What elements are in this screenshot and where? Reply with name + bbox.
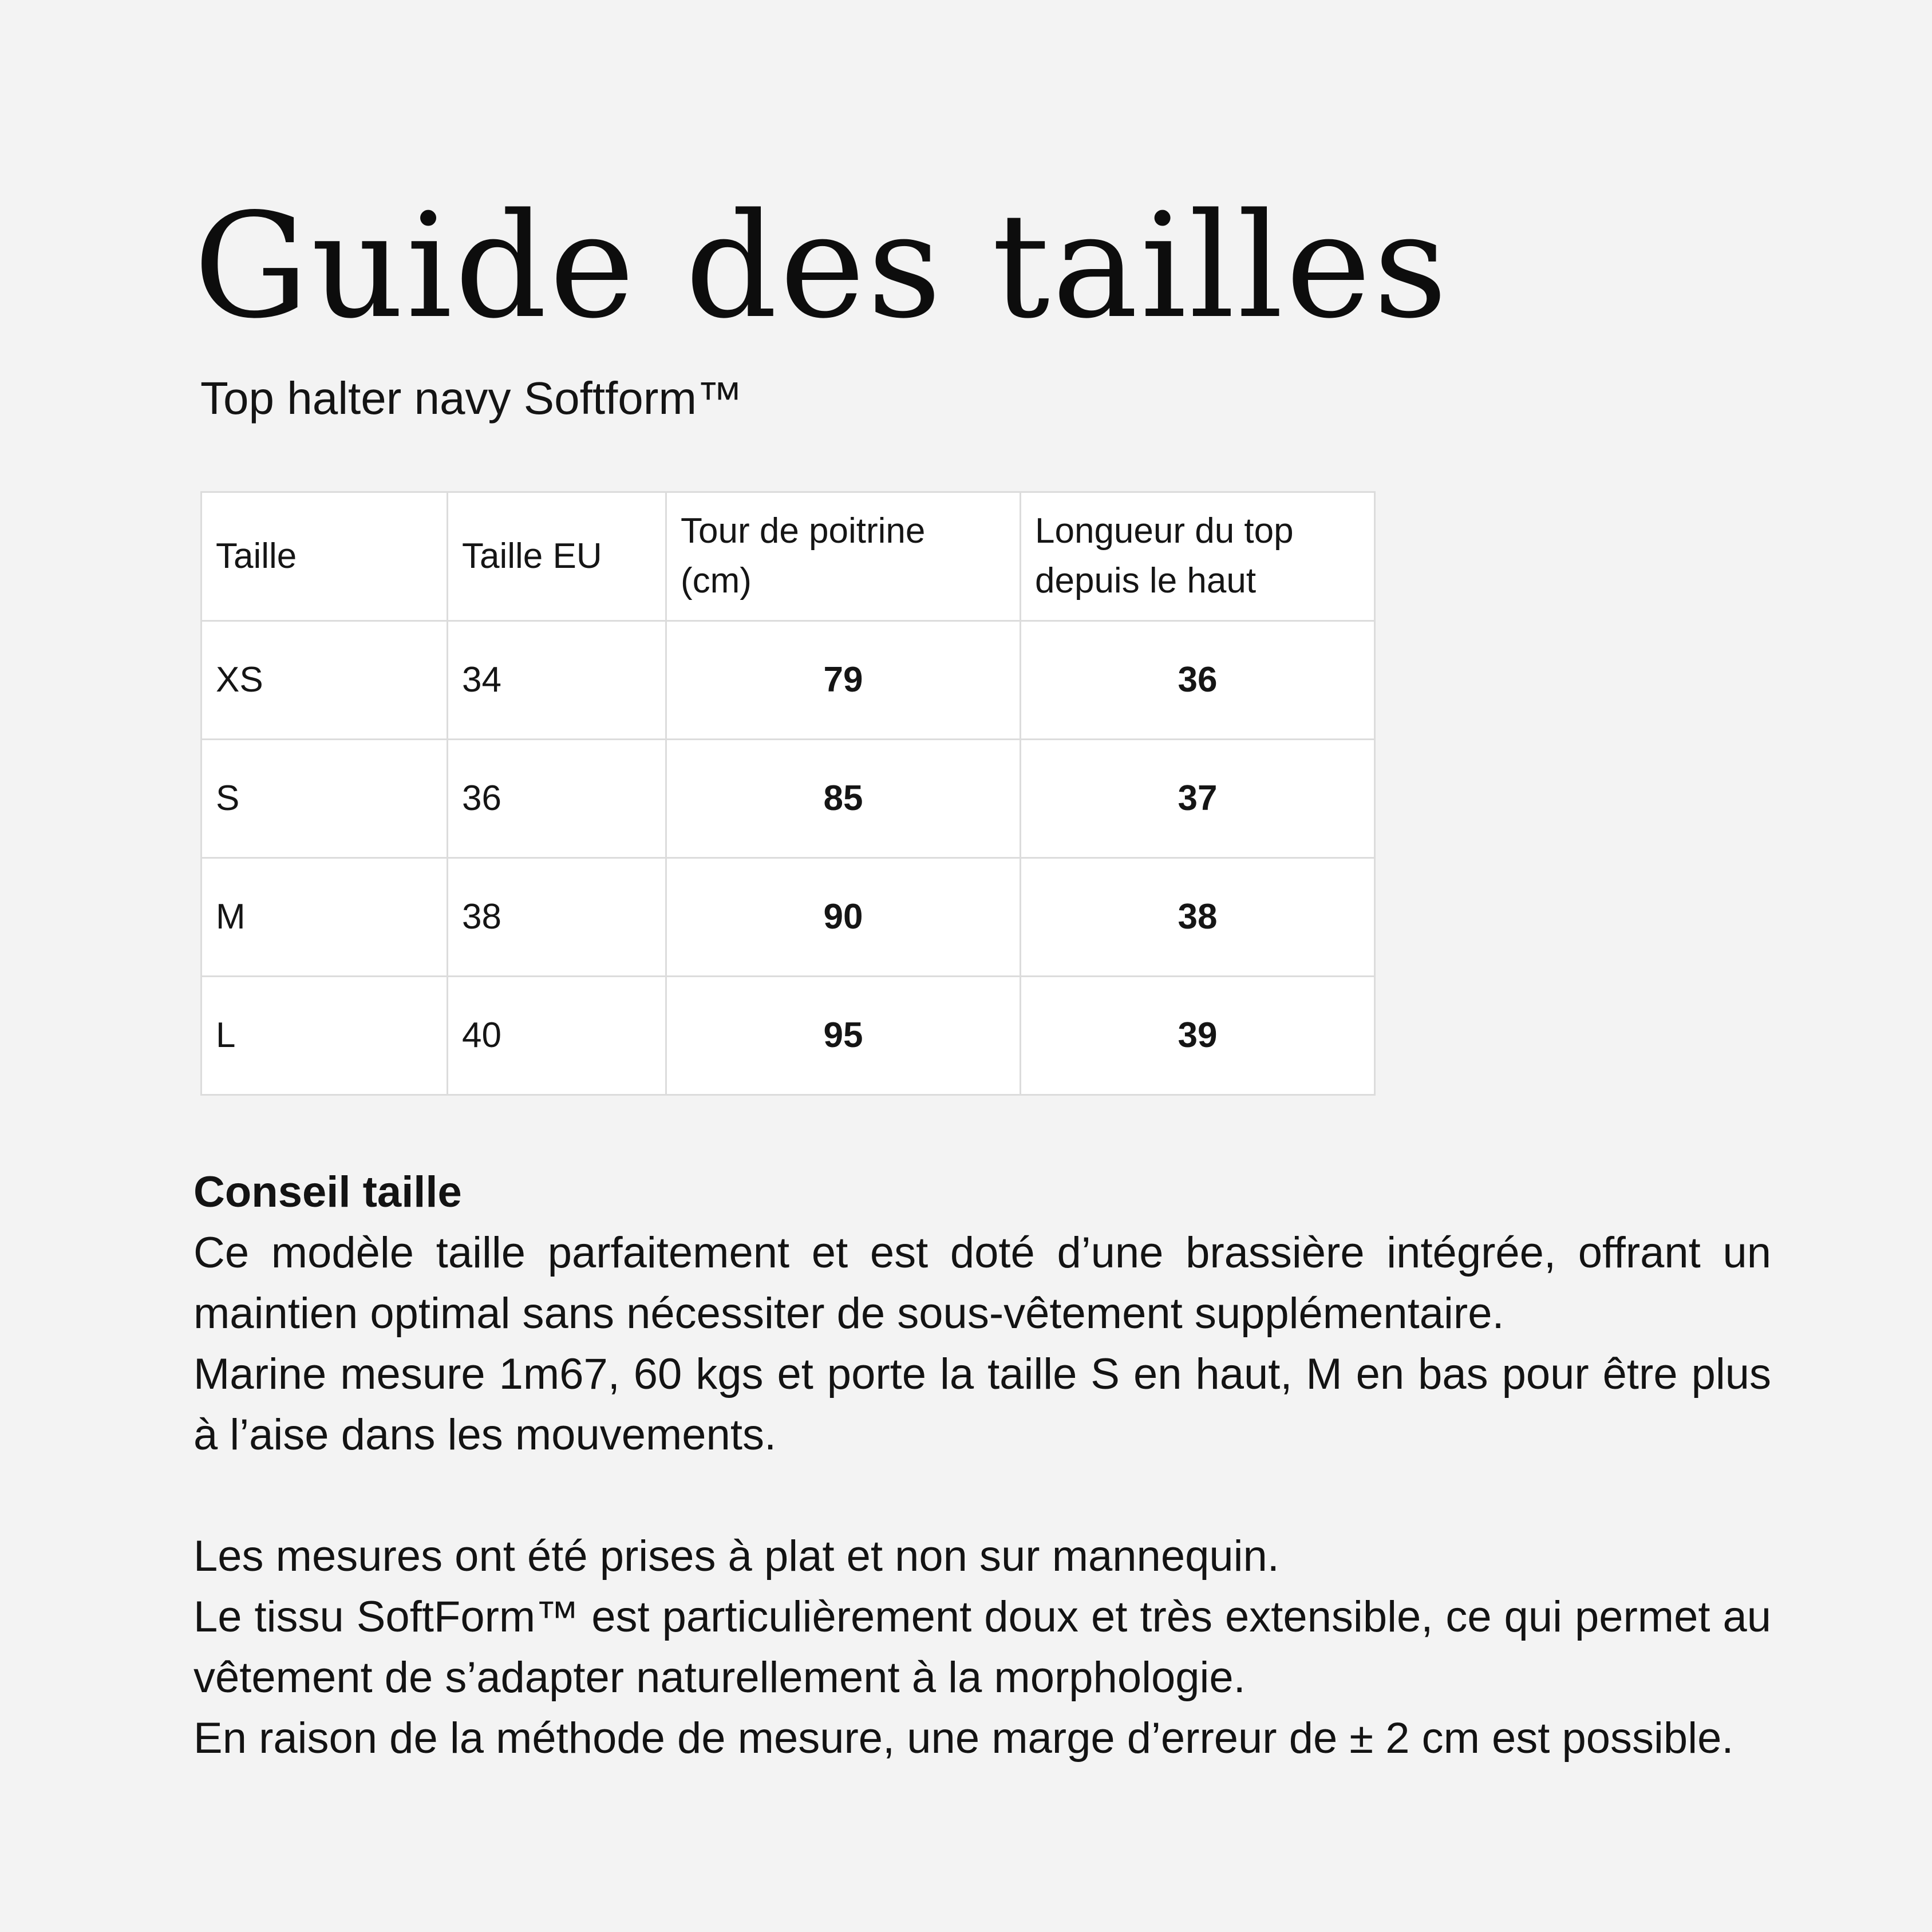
advice-paragraph: Ce modèle taille parfaitement et est doté d’une brassière intégrée, offrant un maintien optimal sans nécessiter de sous-vêtement supplémentaire. <box>193 1228 1771 1338</box>
advice-paragraph: Marine mesure 1m67, 60 kgs et porte la taille S en haut, M en bas pour être plus à l’aise dans les mouvements. <box>193 1350 1771 1459</box>
header-longueur-du-top: Longueur du top depuis le haut <box>1021 492 1375 621</box>
table-header-row <box>202 492 1375 621</box>
cell-taille: L <box>202 977 448 1095</box>
advice-title: Conseil taille <box>193 1168 462 1216</box>
table-row <box>202 858 1375 977</box>
product-subtitle: Top halter navy Softform™ <box>200 373 743 424</box>
table-row <box>202 740 1375 858</box>
cell-longueur: 36 <box>1021 621 1375 740</box>
paragraph-spacer <box>193 1465 1771 1526</box>
cell-longueur: 39 <box>1021 977 1375 1095</box>
header-taille-eu: Taille EU <box>448 492 666 621</box>
cell-tour-poitrine: 90 <box>666 858 1021 977</box>
table-row <box>202 621 1375 740</box>
header-taille: Taille <box>202 492 448 621</box>
size-table <box>200 491 1376 1096</box>
cell-taille: M <box>202 858 448 977</box>
cell-longueur: 38 <box>1021 858 1375 977</box>
cell-taille-eu: 38 <box>448 858 666 977</box>
size-advice-section <box>193 1162 1771 1769</box>
cell-taille-eu: 36 <box>448 740 666 858</box>
fabric-note: Le tissu SoftForm™ est particulièrement doux et très extensible, ce qui permet au vêtement de s’adapter naturellement à la morphologie. <box>193 1593 1771 1702</box>
cell-taille-eu: 34 <box>448 621 666 740</box>
cell-tour-poitrine: 95 <box>666 977 1021 1095</box>
cell-taille-eu: 40 <box>448 977 666 1095</box>
cell-longueur: 37 <box>1021 740 1375 858</box>
header-tour-de-poitrine: Tour de poitrine (cm) <box>666 492 1021 621</box>
table-row <box>202 977 1375 1095</box>
page-title: Guide des tailles <box>193 183 1450 350</box>
measurement-note: Les mesures ont été prises à plat et non sur mannequin. <box>193 1532 1279 1581</box>
cell-tour-poitrine: 85 <box>666 740 1021 858</box>
cell-tour-poitrine: 79 <box>666 621 1021 740</box>
error-margin-note: En raison de la méthode de mesure, une marge d’erreur de ± 2 cm est possible. <box>193 1714 1734 1763</box>
cell-taille: XS <box>202 621 448 740</box>
cell-taille: S <box>202 740 448 858</box>
